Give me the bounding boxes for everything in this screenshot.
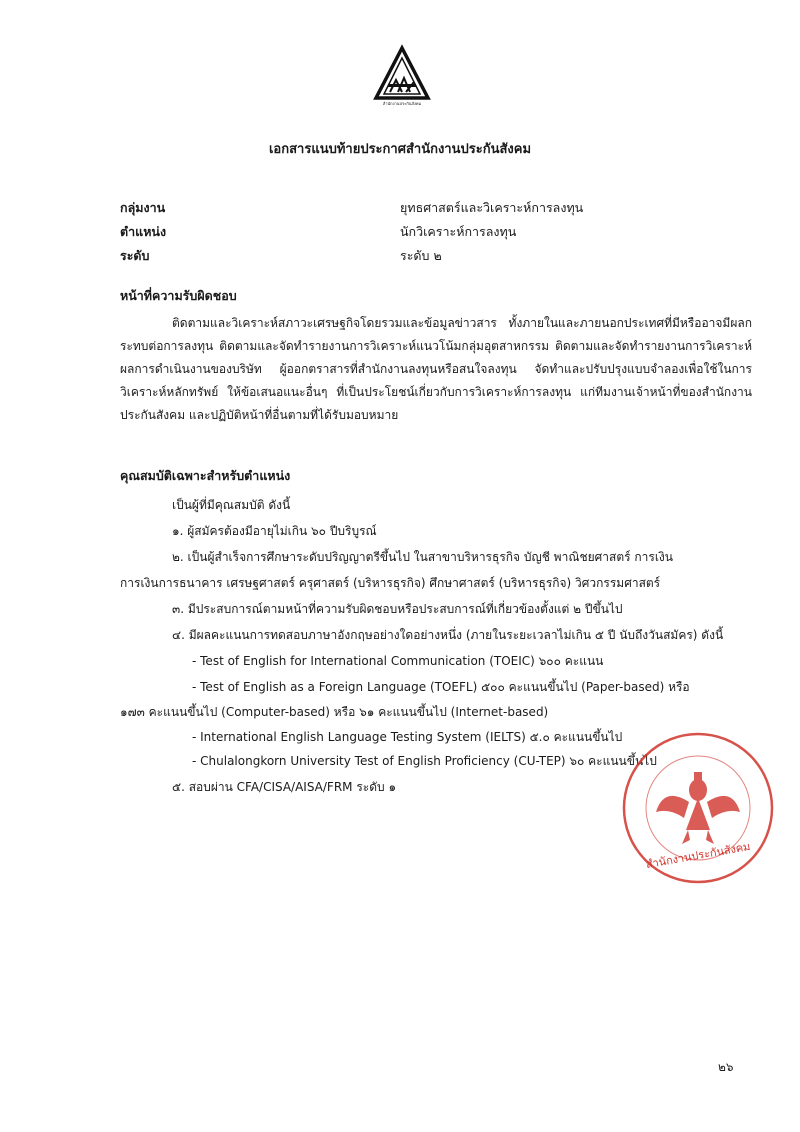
test-cutep: - Chulalongkorn University Test of English Proficiency (CU-TEP) ๖๐ คะแนนขึ้นไป [192,754,657,768]
field-label-level: ระดับ [120,248,150,263]
test-toefl-line-1: - Test of English as a Foreign Language (TOEFL) ๕๐๐ คะแนนขึ้นไป (Paper-based) หรือ [192,680,690,694]
field-label-position: ตำแหน่ง [120,224,167,239]
duties-text: ติดตามและวิเคราะห์สภาวะเศรษฐกิจโดยรวมและข้อมูลข่าวสาร ทั้งภายในและภายนอกประเทศที่มีหรืออาจมีผลกระทบต่อการลงทุน ติดตามและจัดทำรายงานการวิเคราะห์แนวโน้มกลุ่มอุตสาหกรรม ติดตามและจัดทำรายงานการวิเคราะห์ผลการดำเนินงานของบริษัท ผู้ออกตราสารที่สำนักงานลงทุนหรือสนใจลงทุน จัดทำและปรับปรุงแบบจำลองเพื่อใช้ในการวิเคราะห์หลักทรัพย์ ให้ข้อเสนอแนะอื่นๆ ที่เป็นประโยชน์เกี่ยวกับการวิเคราะห์การลงทุน แก่ทีมงานเจ้าหน้าที่ของสำนักงานประกันสังคม และปฏิบัติหน้าที่อื่นตามที่ได้รับมอบหมาย [120,316,752,422]
test-toeic: - Test of English for International Communication (TOEIC) ๖๐๐ คะแนน [192,654,604,668]
qualification-item-5: ๕. สอบผ่าน CFA/CISA/AISA/FRM ระดับ ๑ [172,780,397,794]
field-label-group: กลุ่มงาน [120,200,166,215]
duties-paragraph [120,312,752,427]
stamp-text: สำนักงานประกันสังคม [644,839,752,872]
field-value-group: ยุทธศาสตร์และวิเคราะห์การลงทุน [400,200,584,215]
qualification-item-3: ๓. มีประสบการณ์ตามหน้าที่ความรับผิดชอบหรือประสบการณ์ที่เกี่ยวข้องตั้งแต่ ๒ ปีขึ้นไป [172,602,623,616]
document-title: เอกสารแนบท้ายประกาศสำนักงานประกันสังคม [268,142,532,157]
page-number: ๒๖ [718,1060,734,1074]
duties-heading: หน้าที่ความรับผิดชอบ [120,288,237,303]
field-value-level: ระดับ ๒ [400,248,442,263]
qualifications-heading: คุณสมบัติเฉพาะสำหรับตำแหน่ง [120,468,291,483]
qualifications-intro: เป็นผู้ที่มีคุณสมบัติ ดังนี้ [172,498,291,512]
field-value-position: นักวิเคราะห์การลงทุน [400,224,517,239]
qualification-item-2-line-1: ๒. เป็นผู้สำเร็จการศึกษาระดับปริญญาตรีขึ้นไป ในสาขาบริหารธุรกิจ บัญชี พาณิชยศาสตร์ การเงิน [172,550,673,564]
qualification-item-4: ๔. มีผลคะแนนการทดสอบภาษาอังกฤษอย่างใดอย่างหนึ่ง (ภายในระยะเวลาไม่เกิน ๕ ปี นับถึงวันสมัคร) ดังนี้ [172,628,724,642]
test-toefl-line-2: ๑๗๓ คะแนนขึ้นไป (Computer-based) หรือ ๖๑ คะแนนขึ้นไป (Internet-based) [120,705,549,719]
logo-caption: สำนักงานประกันสังคม [382,101,422,106]
qualification-item-2-line-2: การเงินการธนาคาร เศรษฐศาสตร์ ครุศาสตร์ (บริหารธุรกิจ) ศึกษาศาสตร์ (บริหารธุรกิจ) วิศวกรรมศาสตร์ [120,576,661,590]
test-ielts: - International English Language Testing System (IELTS) ๕.๐ คะแนนขึ้นไป [192,730,623,744]
sso-logo [370,44,434,114]
official-stamp [618,728,778,888]
qualification-item-1: ๑. ผู้สมัครต้องมีอายุไม่เกิน ๖๐ ปีบริบูรณ์ [172,524,377,538]
